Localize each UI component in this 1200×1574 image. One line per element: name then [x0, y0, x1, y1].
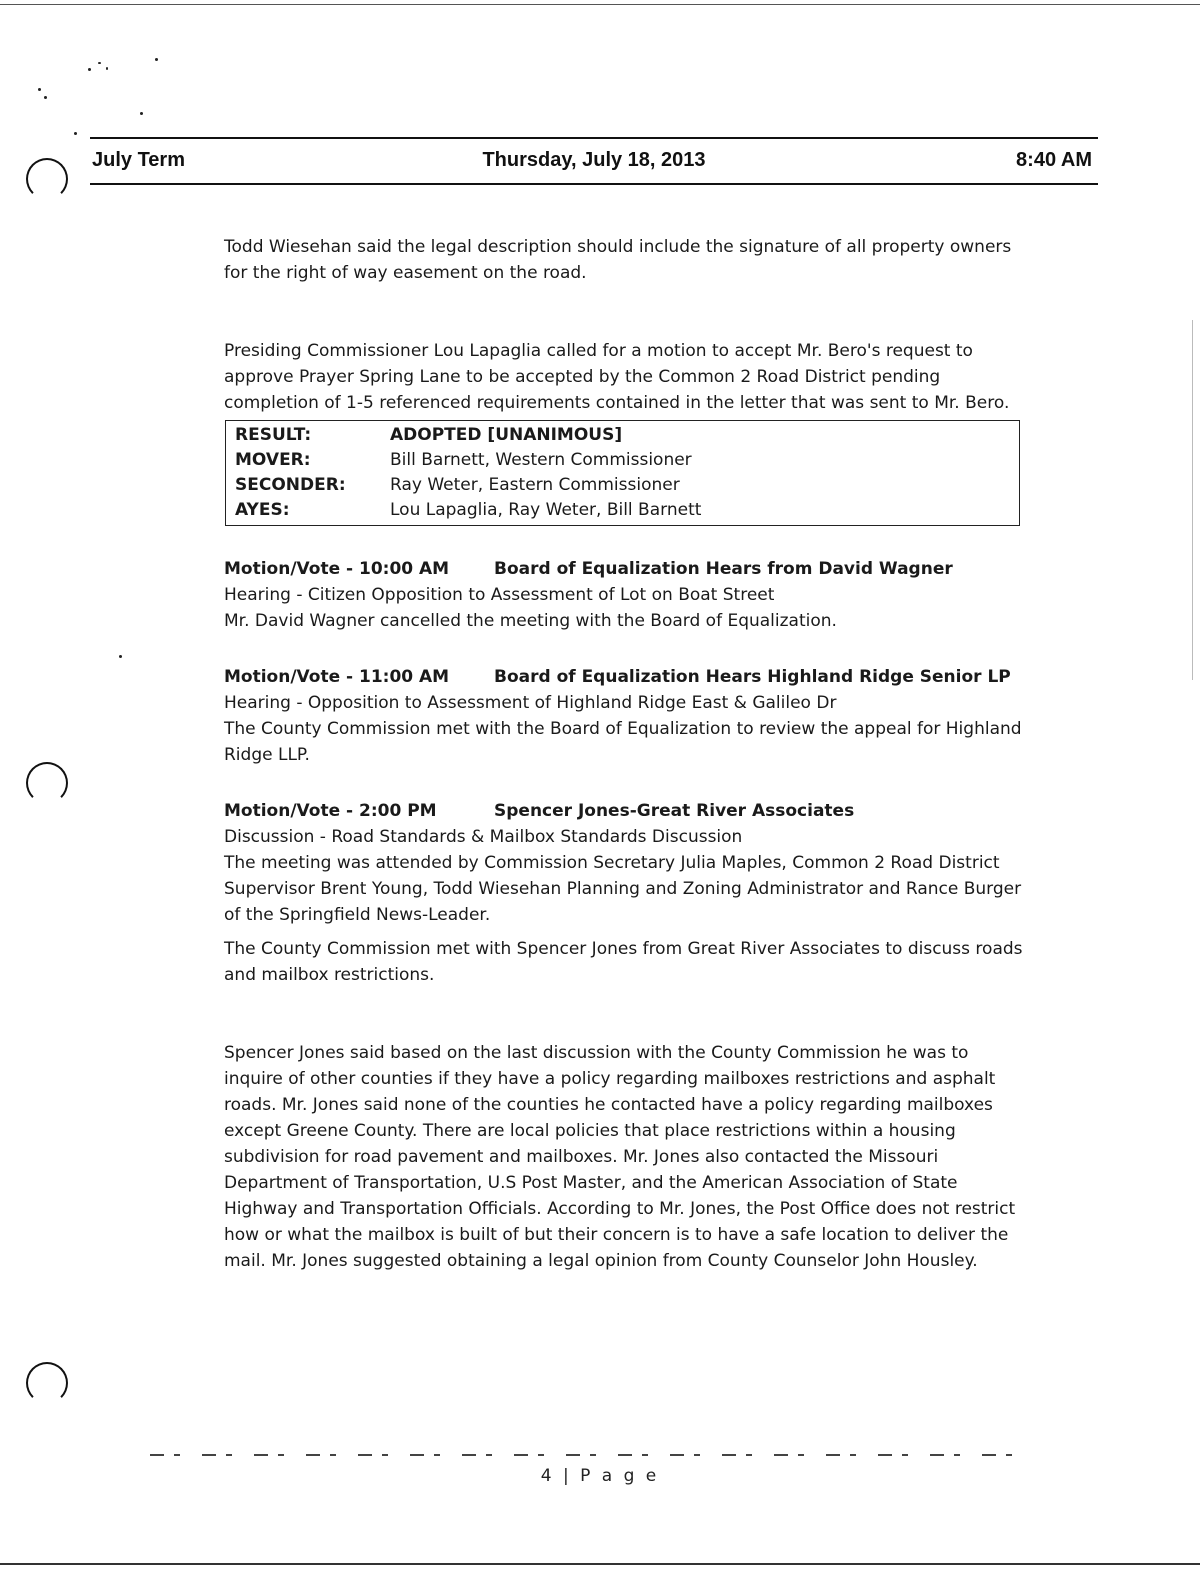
item-body: Spencer Jones said based on the last discussion with the County Commission he was to inquire of other counties if they have a policy regarding mailboxes restrictions and asphalt roads. Mr. Jones said none of the counties he contacted have a policy regarding mailboxes except Greene County. There are local policies that place restrictions within a housing subdivision for road pavement and mailboxes. Mr. Jones also contacted the Missouri Department of Transportation, U.S Post Master, and the American Association of State Highway and Transportation Officials. According to Mr. Jones, the Post Office does not restrict how or what the mailbox is built of but their concern is to have a safe location to deliver the mail. Mr. Jones suggested obtaining a legal opinion from County Counselor John Housley. [224, 1043, 1016, 1271]
scan-speck [106, 67, 108, 70]
scan-top-edge [0, 4, 1200, 5]
footer-rule [150, 1454, 1030, 1456]
scan-speck [119, 655, 122, 658]
vote-row-mover [235, 448, 1019, 473]
item-time: Motion/Vote - 10:00 AM [224, 559, 450, 579]
page-header [90, 137, 1098, 185]
header-date: Thursday, July 18, 2013 [482, 149, 706, 171]
item-body: The County Commission met with Spencer Jones from Great River Associates to discuss roads and mailbox restrictions. [224, 939, 1023, 985]
item-heading: Spencer Jones-Great River Associates [494, 801, 855, 821]
scan-right-edge [1192, 320, 1193, 680]
page-number: 4 | P a g e [540, 1466, 660, 1486]
vote-result-box [225, 420, 1020, 526]
scan-speck [38, 88, 41, 91]
header-term: July Term [92, 149, 185, 171]
vote-row-result [235, 423, 1019, 448]
vote-value: Bill Barnett, Western Commissioner [390, 450, 692, 470]
punch-hole-top [26, 158, 68, 200]
vote-value: ADOPTED [UNANIMOUS] [390, 425, 623, 445]
item-title-jones [224, 798, 1024, 824]
item-body: Mr. David Wagner cancelled the meeting with the Board of Equalization. [224, 611, 837, 631]
vote-key: RESULT: [235, 425, 312, 445]
scan-speck [74, 132, 77, 135]
scan-speck [44, 96, 47, 99]
item-body: The County Commission met with the Board of Equalization to review the appeal for Highland Ridge LLP. [224, 719, 1022, 765]
paragraph-motion: Presiding Commissioner Lou Lapaglia called for a motion to accept Mr. Bero's request to approve Prayer Spring Lane to be accepted by the Common 2 Road District pending completion of 1-5 referenced requirements contained in the letter that was sent to Mr. Bero. [224, 341, 1010, 413]
vote-row-ayes [235, 498, 1019, 523]
header-time: 8:40 AM [1016, 149, 1092, 171]
scan-speck [155, 58, 158, 61]
vote-key: SECONDER: [235, 475, 346, 495]
punch-hole-middle [26, 762, 68, 804]
item-title-highland [224, 664, 1024, 690]
item-body: The meeting was attended by Commission Secretary Julia Maples, Common 2 Road District Supervisor Brent Young, Todd Wiesehan Planning and Zoning Administrator and Rance Burger of the Springfield News-Leader. [224, 853, 1022, 925]
item-type-line: Discussion - Road Standards & Mailbox Standards Discussion [224, 827, 743, 847]
vote-value: Lou Lapaglia, Ray Weter, Bill Barnett [390, 500, 702, 520]
paragraph-wiesehan: Todd Wiesehan said the legal description should include the signature of all property owners for the right of way easement on the road. [224, 237, 1012, 283]
item-heading: Board of Equalization Hears Highland Ridge Senior LP [494, 667, 1011, 687]
scan-bottom-edge [0, 1563, 1200, 1565]
item-time: Motion/Vote - 2:00 PM [224, 801, 437, 821]
item-heading: Board of Equalization Hears from David Wagner [494, 559, 953, 579]
punch-hole-bottom [26, 1362, 68, 1404]
vote-row-seconder [235, 473, 1019, 498]
item-type-line: Hearing - Opposition to Assessment of Highland Ridge East & Galileo Dr [224, 693, 837, 713]
vote-key: AYES: [235, 500, 290, 520]
scan-speck [140, 112, 143, 115]
vote-key: MOVER: [235, 450, 311, 470]
scan-speck [88, 68, 91, 71]
document-body [224, 234, 1024, 1274]
item-title-wagner [224, 556, 1024, 582]
scan-speck [98, 62, 101, 64]
item-time: Motion/Vote - 11:00 AM [224, 667, 450, 687]
item-type-line: Hearing - Citizen Opposition to Assessment of Lot on Boat Street [224, 585, 775, 605]
vote-value: Ray Weter, Eastern Commissioner [390, 475, 680, 495]
